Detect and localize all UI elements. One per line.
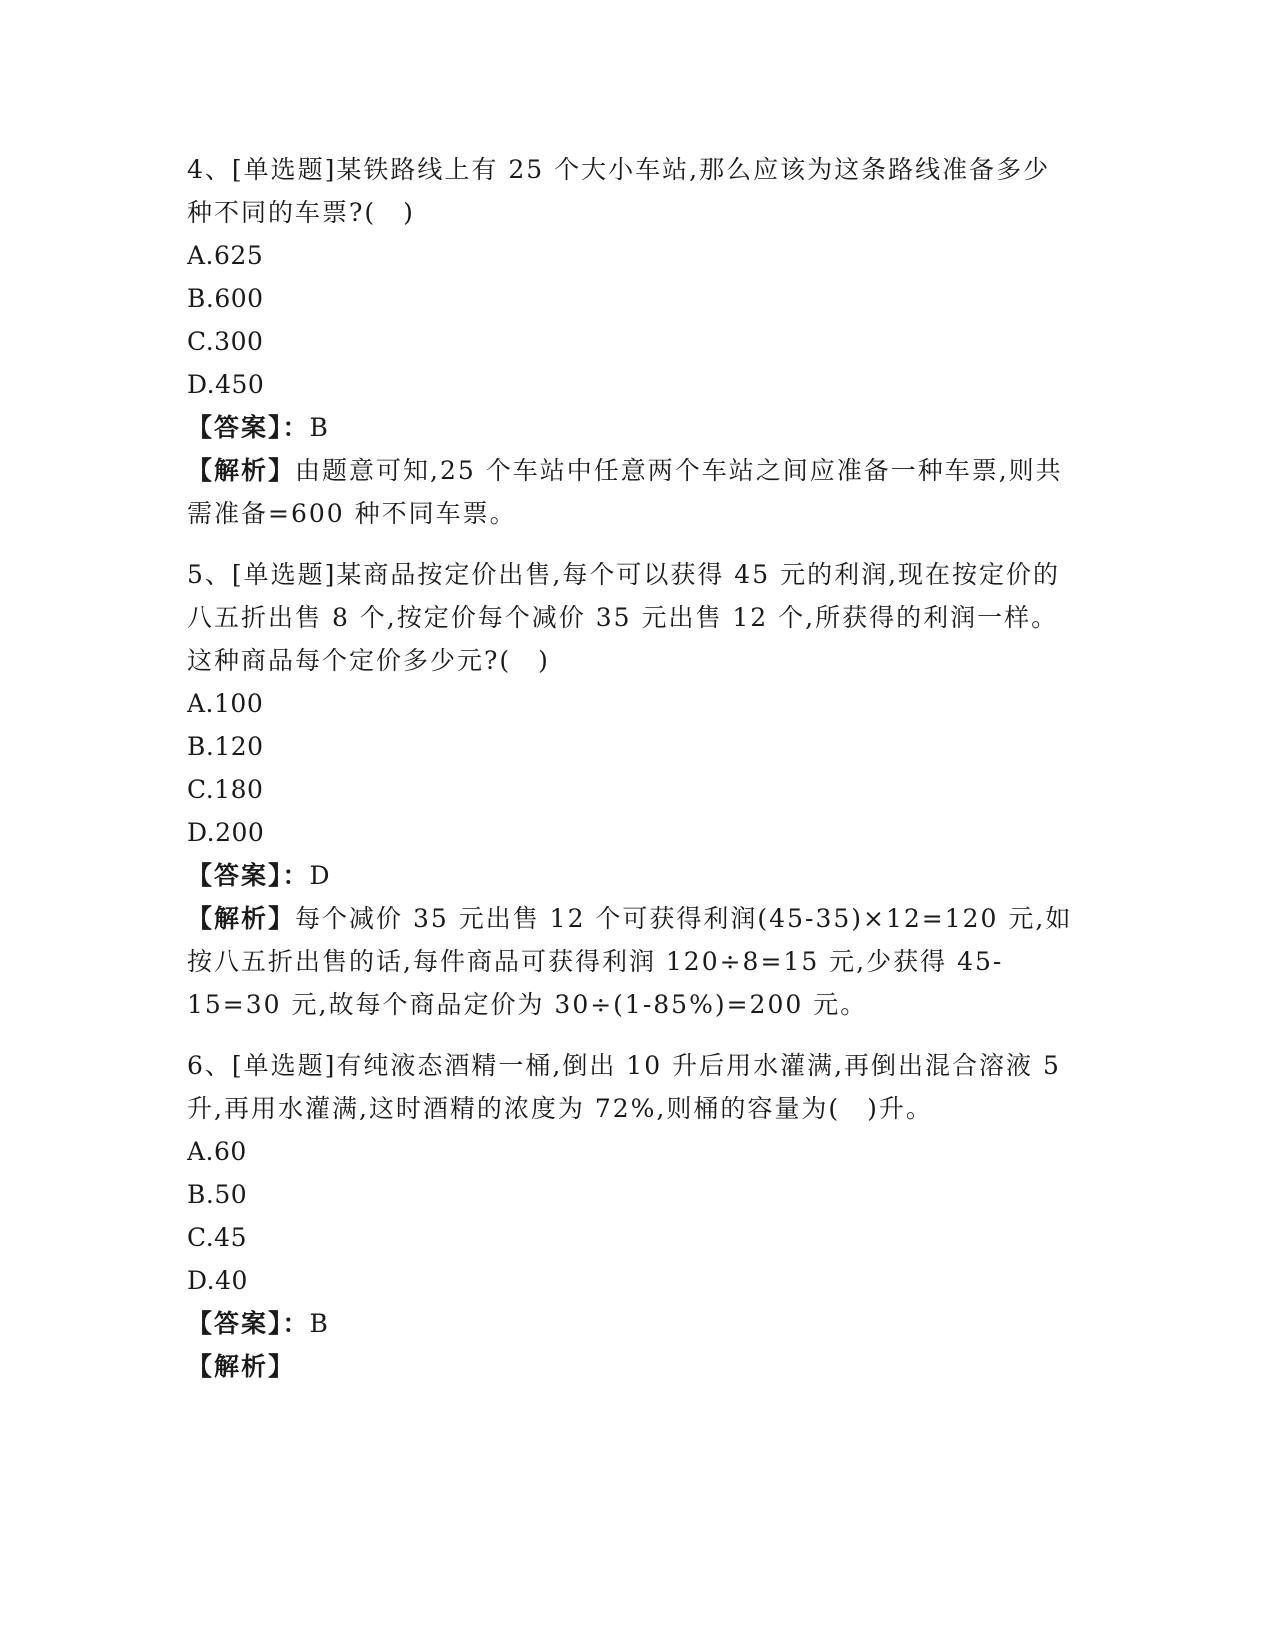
question-list [187, 148, 1077, 1406]
option-c: C.45 [187, 1223, 247, 1252]
analysis-label: 【解析】 [187, 904, 296, 933]
option-b: B.600 [187, 284, 264, 313]
question-item [187, 1044, 1077, 1388]
analysis-label: 【解析】 [187, 1352, 296, 1381]
analysis-text: 由题意可知,25 个车站中任意两个车站之间应准备一种车票,则共需准备=600 种不同车票。 [187, 456, 1063, 528]
option-b: B.120 [187, 732, 264, 761]
analysis-row [187, 449, 1077, 535]
option-d: D.40 [187, 1266, 248, 1295]
question-item [187, 148, 1077, 535]
answer-value: B [309, 1309, 330, 1338]
answer-row [187, 854, 1077, 897]
answer-label: 【答案】： [187, 1309, 310, 1338]
option-a: A.60 [187, 1137, 247, 1166]
analysis-text: 每个减价 35 元出售 12 个可获得利润(45-35)×12=120 元,如按八五折出售的话,每件商品可获得利润 120÷8=15 元,少获得 45-15=30 元,故每个商品定价为 30÷(1-85%)=200 元。 [187, 904, 1073, 1019]
option-c: C.180 [187, 775, 264, 804]
answer-label: 【答案】： [187, 413, 310, 442]
analysis-row [187, 1345, 1077, 1388]
option-c: C.300 [187, 327, 264, 356]
answer-label: 【答案】： [187, 861, 310, 890]
analysis-row [187, 897, 1077, 1026]
analysis-label: 【解析】 [187, 456, 296, 485]
question-stem: 6、[单选题]有纯液态酒精一桶,倒出 10 升后用水灌满,再倒出混合溶液 5 升,再用水灌满,这时酒精的浓度为 72%,则桶的容量为( )升。 [187, 1051, 1071, 1123]
question-stem: 5、[单选题]某商品按定价出售,每个可以获得 45 元的利润,现在按定价的八五折出售 8 个,按定价每个减价 35 元出售 12 个,所获得的利润一样。这种商品每个定价多少元?( ) [187, 560, 1061, 675]
answer-value: D [309, 861, 332, 890]
answer-row [187, 1302, 1077, 1345]
answer-row [187, 406, 1077, 449]
option-d: D.200 [187, 818, 265, 847]
option-a: A.625 [187, 241, 264, 270]
option-d: D.450 [187, 370, 265, 399]
question-stem: 4、[单选题]某铁路线上有 25 个大小车站,那么应该为这条路线准备多少种不同的车票?( ) [187, 155, 1051, 227]
option-a: A.100 [187, 689, 264, 718]
question-item [187, 553, 1077, 1026]
option-b: B.50 [187, 1180, 248, 1209]
answer-value: B [309, 413, 330, 442]
